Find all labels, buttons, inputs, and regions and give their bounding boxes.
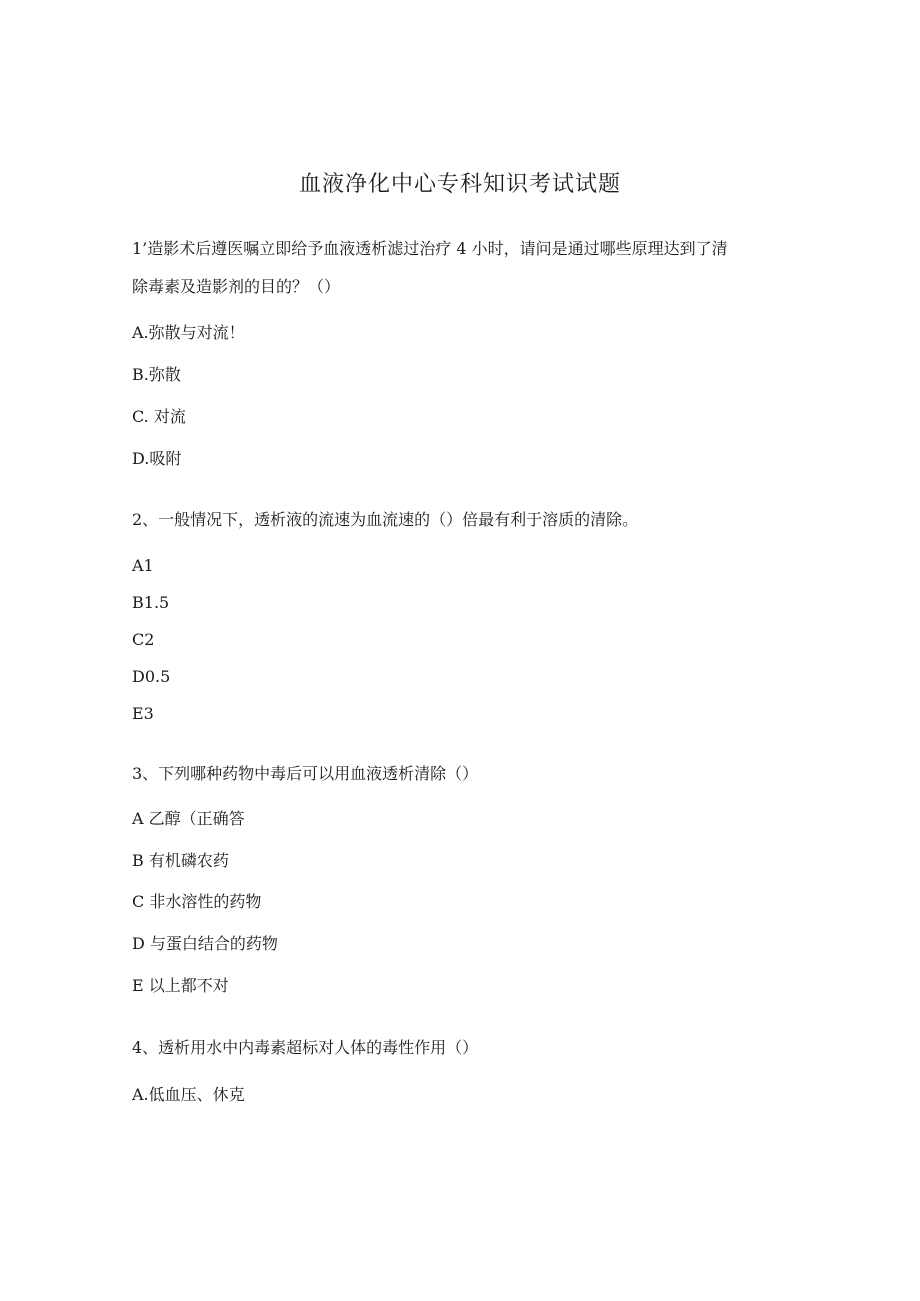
question-3-option-b: B 有机磷农药 — [132, 851, 229, 870]
question-4-option-a: A.低血压、休克 — [132, 1085, 245, 1104]
question-1-option-c: C. 对流 — [132, 407, 186, 426]
question-2-option-d: D0.5 — [132, 667, 171, 686]
question-3-stem: 3、下列哪种药物中毒后可以用血液透析清除（） — [132, 764, 479, 783]
question-2-option-a: A1 — [132, 556, 154, 575]
question-4-stem: 4、透析用水中内毒素超标对人体的毒性作用（） — [132, 1038, 479, 1057]
question-3-option-d: D 与蛋白结合的药物 — [132, 934, 278, 953]
question-1-stem-line-1: 1’造影术后遵医嘱立即给予血液透析滤过治疗 4 小时，请问是通过哪些原理达到了清 — [132, 239, 728, 258]
page-title: 血液净化中心专科知识考试试题 — [298, 172, 621, 197]
question-3-option-a: A 乙醇（正确答 — [132, 809, 245, 828]
question-2-option-c: C2 — [132, 630, 155, 649]
question-1-stem-line-2: 除毒素及造影剂的目的？（） — [132, 277, 341, 296]
question-1-option-d: D.吸附 — [132, 449, 182, 468]
question-1-option-b: B.弥散 — [132, 365, 181, 384]
question-3-option-c: C 非水溶性的药物 — [132, 892, 262, 911]
question-1-option-a: A.弥散与对流！ — [132, 323, 245, 342]
question-3-option-e: E 以上都不对 — [132, 976, 229, 995]
question-2-option-e: E3 — [132, 704, 154, 723]
question-2-option-b: B1.5 — [132, 593, 170, 612]
question-2-stem: 2、一般情况下，透析液的流速为血流速的（）倍最有利于溶质的清除。 — [132, 510, 639, 529]
